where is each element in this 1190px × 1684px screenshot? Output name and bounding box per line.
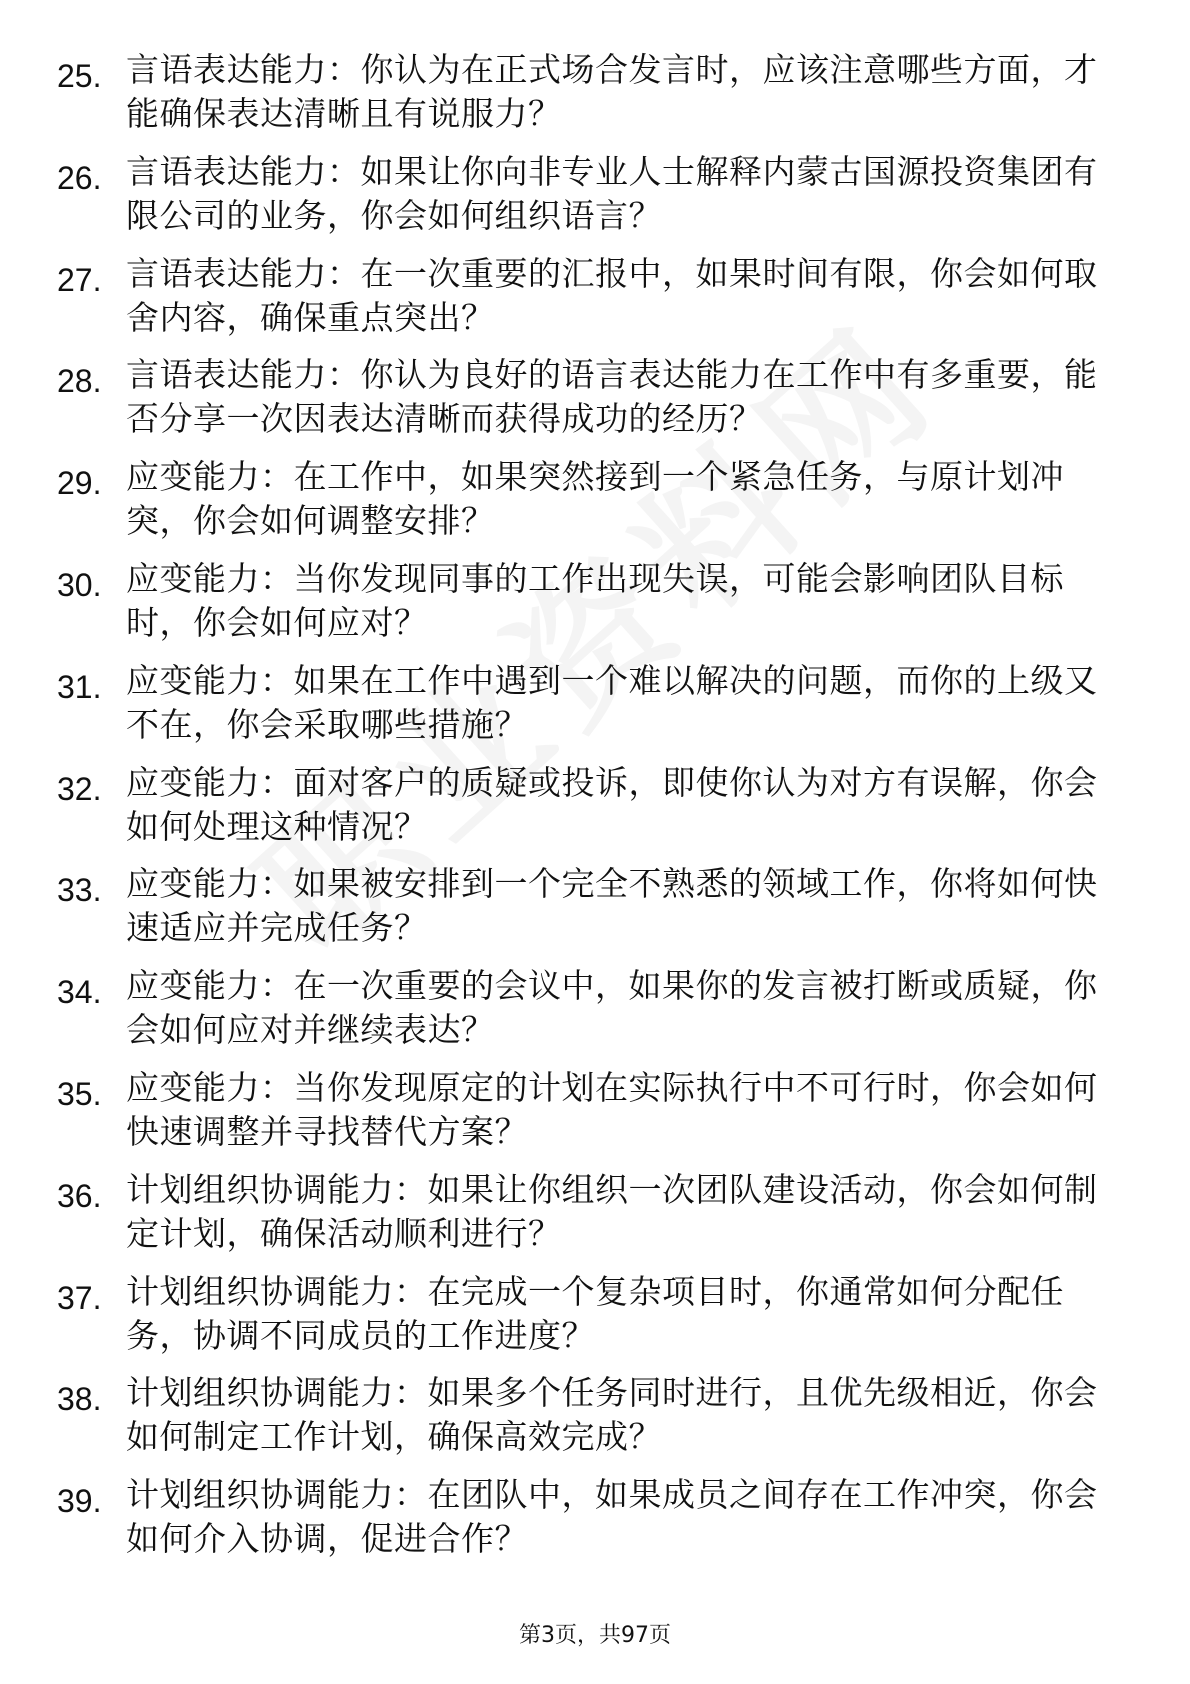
question-item [0, 48, 1190, 150]
question-text: 应变能力：在一次重要的会议中，如果你的发言被打断或质疑，你会如何应对并继续表达？ [126, 966, 1098, 1050]
question-number: 32. [57, 770, 102, 807]
question-text: 计划组织协调能力：如果让你组织一次团队建设活动，你会如何制定计划，确保活动顺利进行？ [126, 1169, 1098, 1253]
question-number: 33. [57, 872, 102, 909]
question-text: 言语表达能力：你认为在正式场合发言时，应该注意哪些方面，才能确保表达清晰且有说服力？ [126, 50, 1098, 133]
question-text: 言语表达能力：如果让你向非专业人士解释内蒙古国源投资集团有限公司的业务，你会如何组织语言？ [126, 151, 1098, 235]
question-text: 计划组织协调能力：如果多个任务同时进行，且优先级相近，你会如何制定工作计划，确保高效完成？ [126, 1373, 1098, 1457]
question-text: 应变能力：如果被安排到一个完全不熟悉的领域工作，你将如何快速适应并完成任务？ [126, 864, 1098, 948]
question-item [0, 659, 1190, 761]
question-number: 30. [57, 566, 102, 603]
question-number: 36. [57, 1177, 102, 1214]
question-text: 应变能力：当你发现原定的计划在实际执行中不可行时，你会如何快速调整并寻找替代方案？ [126, 1067, 1098, 1151]
question-item [0, 1473, 1190, 1575]
question-item [0, 761, 1190, 863]
question-number: 26. [57, 159, 102, 196]
question-number: 29. [57, 465, 102, 502]
question-text: 计划组织协调能力：在完成一个复杂项目时，你通常如何分配任务，协调不同成员的工作进度？ [126, 1271, 1064, 1355]
question-item [0, 1066, 1190, 1168]
page-number-label: 第3页，共97页 [519, 1623, 671, 1648]
page-footer [0, 1618, 1190, 1649]
question-item [0, 252, 1190, 354]
question-item [0, 455, 1190, 557]
question-number: 37. [57, 1279, 102, 1316]
question-number: 27. [57, 261, 102, 298]
question-number: 31. [57, 668, 102, 705]
question-number: 34. [57, 974, 102, 1011]
question-number: 38. [57, 1381, 102, 1418]
question-text: 应变能力：面对客户的质疑或投诉，即使你认为对方有误解，你会如何处理这种情况？ [126, 762, 1098, 846]
question-item [0, 353, 1190, 455]
question-number: 25. [57, 58, 102, 94]
question-text: 言语表达能力：你认为良好的语言表达能力在工作中有多重要，能否分享一次因表达清晰而获得成功的经历？ [126, 355, 1098, 439]
question-item [0, 1371, 1190, 1473]
question-item [0, 862, 1190, 964]
question-item [0, 1168, 1190, 1270]
question-text: 应变能力：在工作中，如果突然接到一个紧急任务，与原计划冲突，你会如何调整安排？ [126, 457, 1064, 541]
question-text: 言语表达能力：在一次重要的汇报中，如果时间有限，你会如何取舍内容，确保重点突出？ [126, 253, 1098, 337]
question-list [0, 48, 1190, 1575]
question-text: 应变能力：如果在工作中遇到一个难以解决的问题，而你的上级又不在，你会采取哪些措施？ [126, 660, 1098, 744]
question-item [0, 964, 1190, 1066]
question-number: 35. [57, 1075, 102, 1112]
question-number: 28. [57, 363, 102, 400]
question-item [0, 557, 1190, 659]
question-item [0, 1270, 1190, 1372]
question-number: 39. [57, 1483, 102, 1520]
question-text: 应变能力：当你发现同事的工作出现失误，可能会影响团队目标时，你会如何应对？ [126, 558, 1064, 642]
question-text: 计划组织协调能力：在团队中，如果成员之间存在工作冲突，你会如何介入协调，促进合作？ [126, 1475, 1098, 1559]
question-item [0, 150, 1190, 252]
